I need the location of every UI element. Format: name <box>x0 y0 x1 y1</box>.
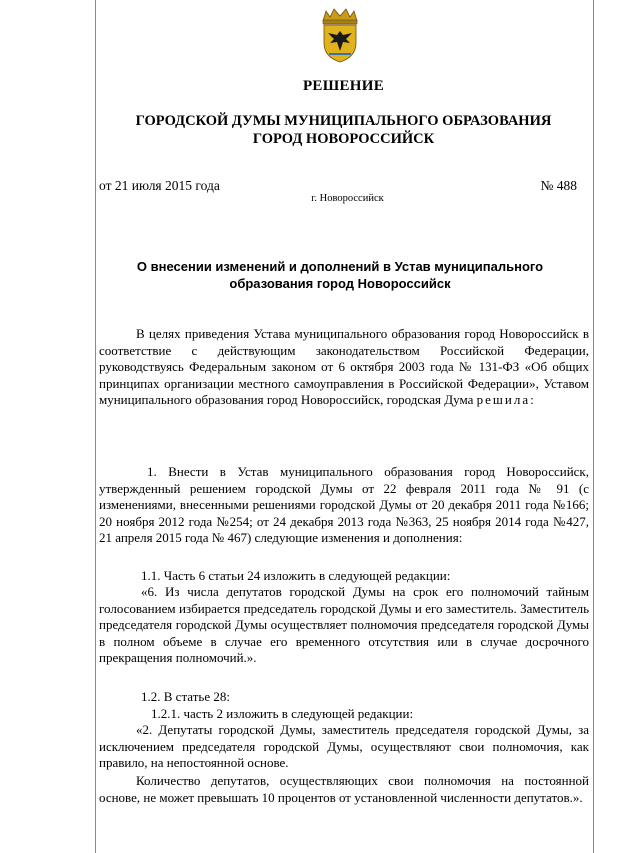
item-1-2: 1.2. В статье 28: <box>141 689 230 704</box>
preamble-text: В целях приведения Устава муниципального образования город Новороссийск в соответствие с действующим законодательством Российской Федерации, руководствуясь Федеральным законом от 6 октября 2003 года № 131-ФЗ «Об общих принципах организации местного самоуправления в Российской Федерации», Уставом муниципального образования город Новороссийск, городская Дума <box>99 326 589 407</box>
item-1-2-1: 1.2.1. часть 2 изложить в следующей редакции: <box>151 706 414 721</box>
decision-date: от 21 июля 2015 года <box>99 178 220 193</box>
issuer-line-1: ГОРОДСКОЙ ДУМЫ МУНИЦИПАЛЬНОГО ОБРАЗОВАНИЯ <box>135 113 552 129</box>
preamble-paragraph <box>99 326 589 409</box>
resolved-word: решила: <box>476 392 536 407</box>
subject-line-2: образования город Новороссийск <box>229 276 451 291</box>
decision-city: г. Новороссийск <box>311 193 384 204</box>
subject-line-1: О внесении изменений и дополнений в Устав муниципального <box>136 259 544 274</box>
document-issuer <box>95 112 592 148</box>
item-1-1: 1.1. Часть 6 статьи 24 изложить в следующей редакции: <box>141 568 451 583</box>
decision-number: № 488 <box>540 178 577 193</box>
item-1-paragraph: 1. Внести в Устав муниципального образования город Новороссийск, утвержденный решением городской Думы от 22 февраля 2011 года № 91 (с изменениями, внесенными решениями городской Думы от 20 декабря 2011 года №166; 20 ноября 2012 года №254; от 24 декабря 2013 года №363, 25 ноября 2014 года №427, 21 апреля 2015 года № 467) следующие изменения и дополнения: <box>99 464 589 545</box>
quote-3-paragraph: Количество депутатов, осуществляющих свои полномочия на постоянной основе, не может превышать 10 процентов от установленной численности депутатов.». <box>99 773 589 805</box>
issuer-line-2: ГОРОД НОВОРОССИЙСК <box>252 131 435 147</box>
city-coat-of-arms-icon <box>319 7 361 63</box>
document-title: РЕШЕНИЕ <box>302 78 385 94</box>
quote-1-paragraph: «6. Из числа депутатов городской Думы на срок его полномочий тайным голосованием избирается председатель городской Думы и его заместитель. Заместитель председателя городской Думы осуществляет полномочия председателя городской Думы в полном объеме в случае его временного отсутствия или в случае досрочного прекращения полномочий.». <box>99 584 589 665</box>
quote-2-paragraph: «2. Депутаты городской Думы, заместитель председателя городской Думы, за исключением председателя городской Думы, осуществляют свои полномочия, как правило, на непостоянной основе. <box>99 722 589 770</box>
decision-subject <box>110 258 570 292</box>
